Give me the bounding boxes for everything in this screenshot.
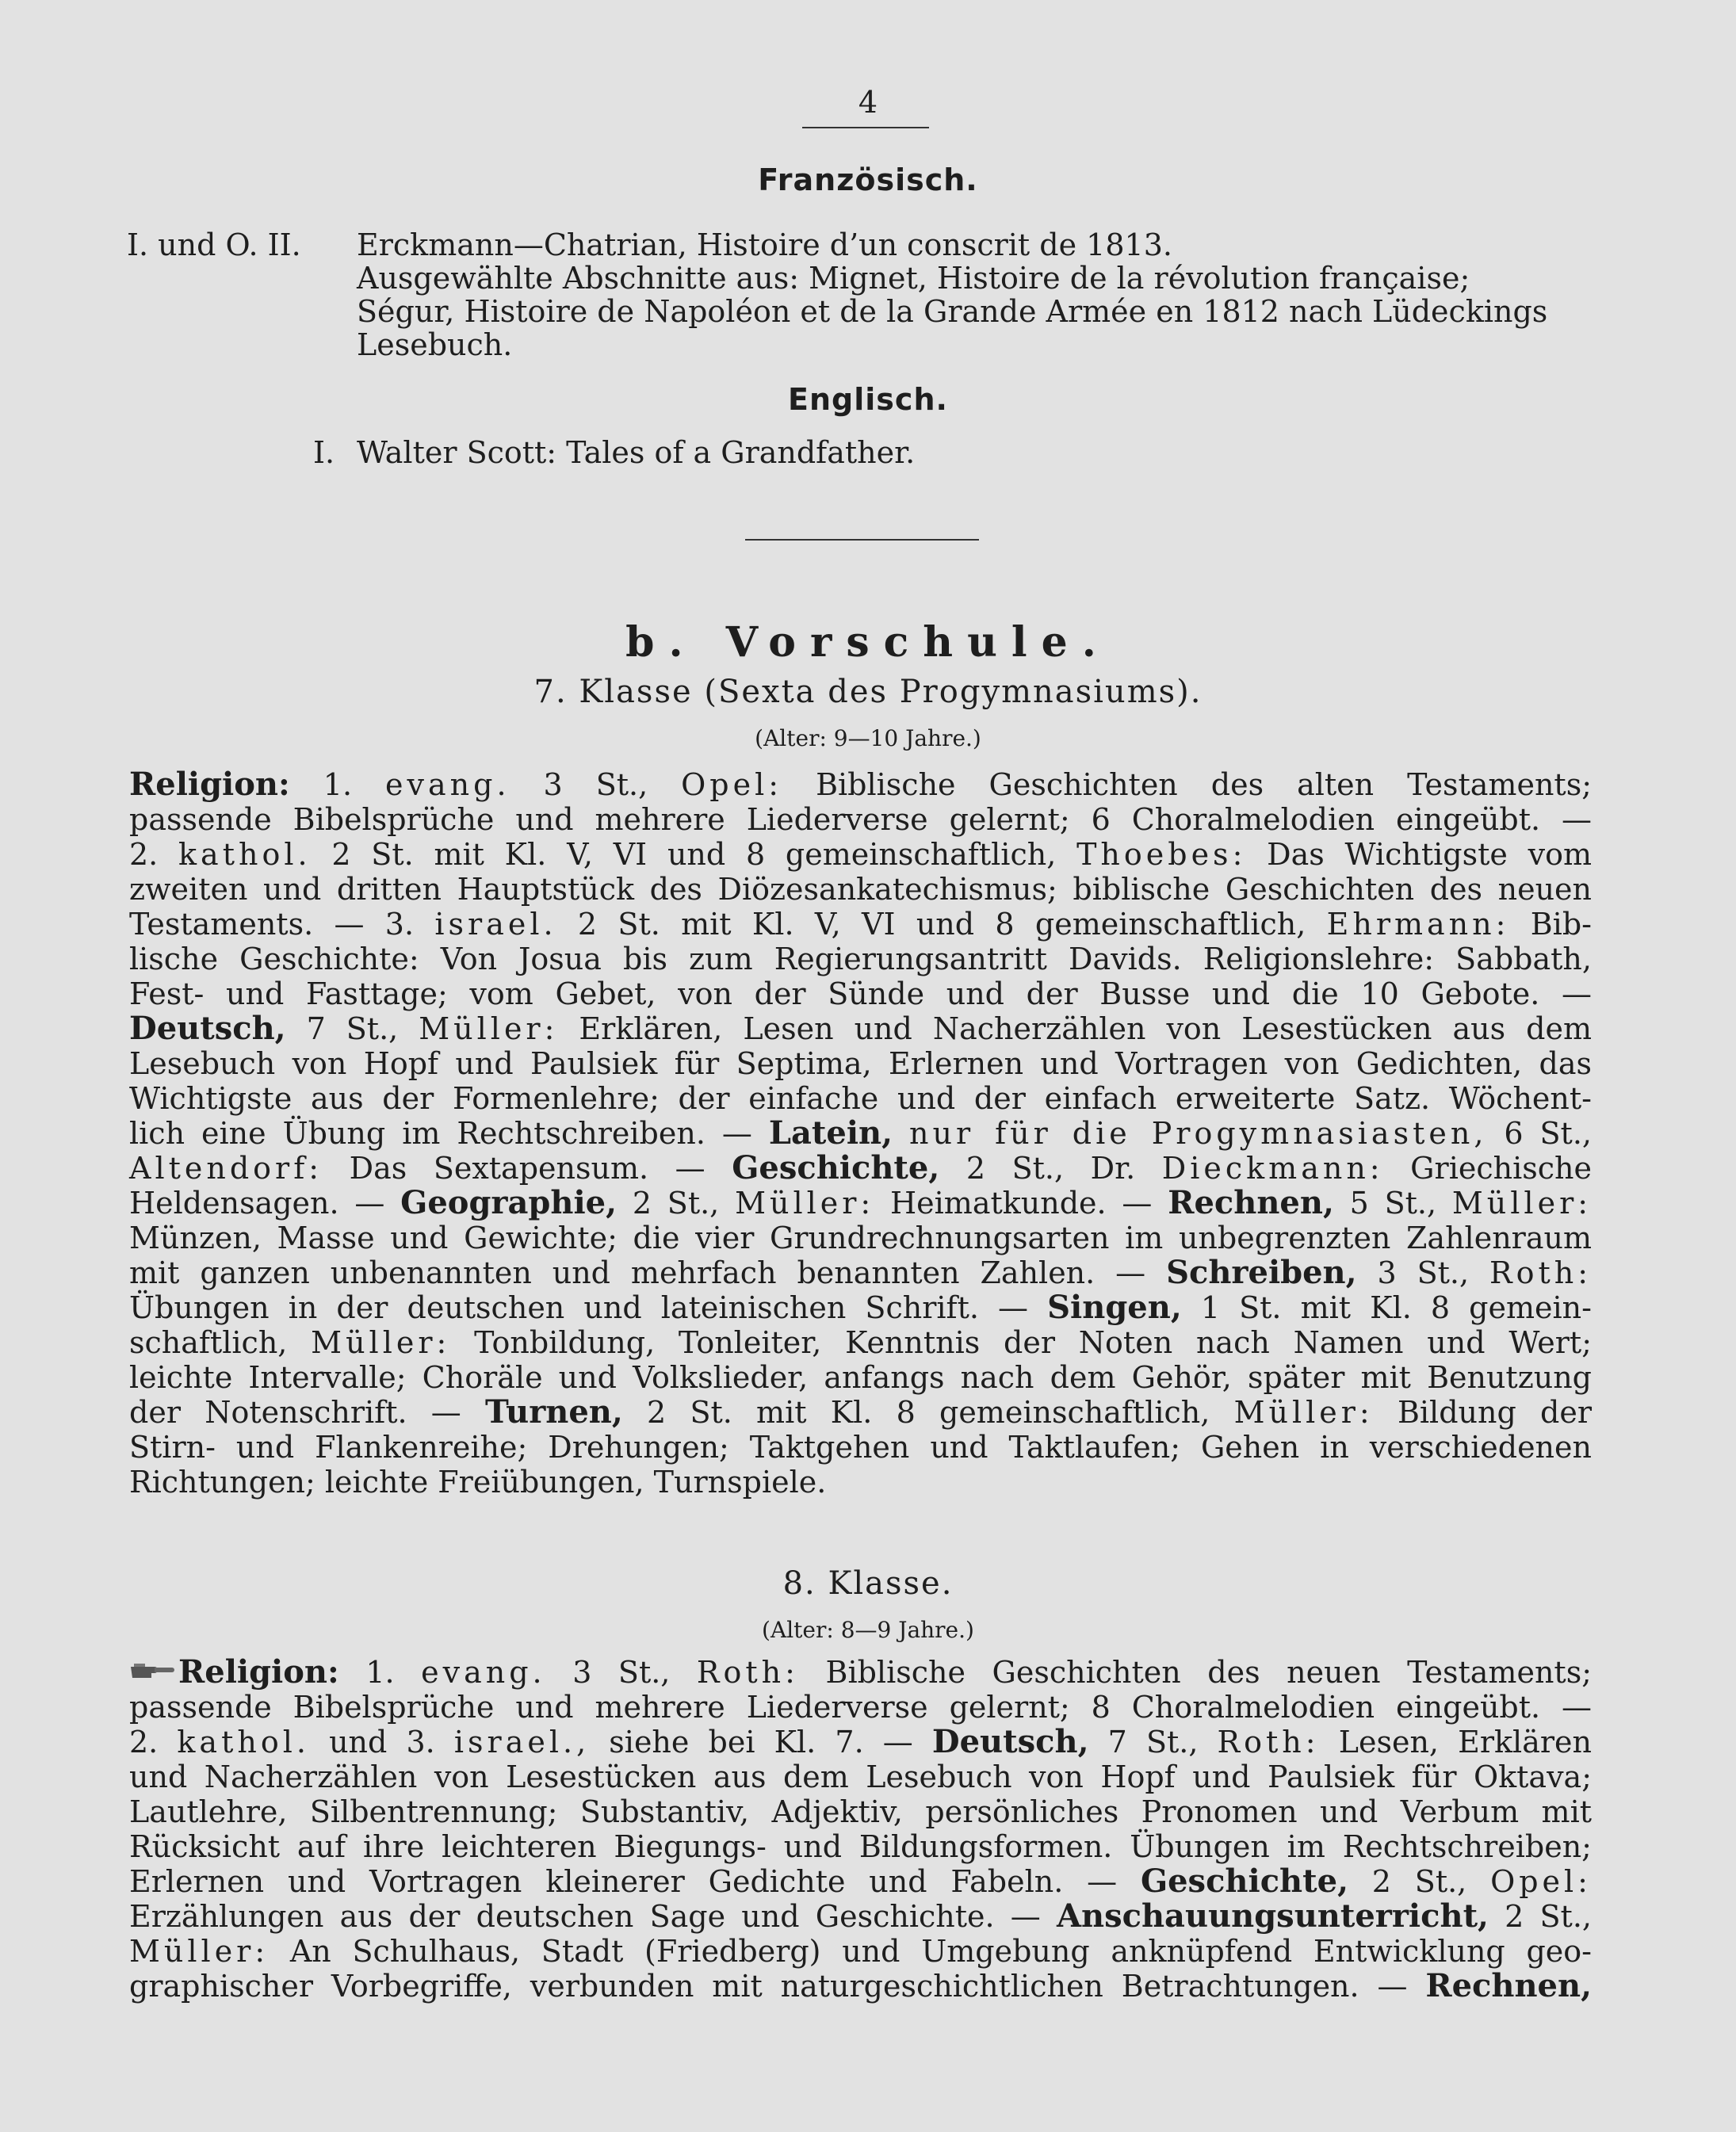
page-number-rule	[802, 127, 929, 128]
text-line: Fest- und Fasttage; vom Gebet, von der Sünde und der Busse und die 10 Gebote. —	[129, 976, 1592, 1011]
text-line: Religion: 1. evang. 3 St., Roth: Biblische Geschichten des neuen Testaments;	[129, 1655, 1592, 1690]
heading-vorschule: b. Vorschule.	[625, 618, 1111, 667]
text-line: Rücksicht auf ihre leichteren Biegungs- und Bildungsformen. Übungen im Rechtschreiben;	[129, 1829, 1592, 1864]
heading-franzoesisch: Französisch.	[758, 162, 978, 197]
text-line: 2. kathol. und 3. israel., siehe bei Kl. 7. — Deutsch, 7 St., Roth: Lesen, Erklären	[129, 1723, 1592, 1760]
franzoesisch-line: Ausgewählte Abschnitte aus: Mignet, Histoire de la révolution française;	[357, 261, 1470, 296]
subject-rechnen: Rechnen,	[1168, 1184, 1334, 1221]
text-line: passende Bibelsprüche und mehrere Liederverse gelernt; 6 Choralmelodien eingeübt. —	[129, 802, 1592, 837]
text-line: Richtungen; leichte Freiübungen, Turnspiele.	[129, 1465, 827, 1500]
text-line: Deutsch, 7 St., Müller: Erklären, Lesen und Nacherzählen von Lesestücken aus dem	[129, 1010, 1592, 1047]
subject-geschichte: Geschichte,	[1140, 1863, 1348, 1900]
text-line: Wichtigste aus der Formenlehre; der einfache und der einfach erweiterte Satz. Wöchent-	[129, 1081, 1592, 1116]
klasse-7-curriculum	[129, 767, 1592, 1500]
text-line: mit ganzen unbenannten und mehrfach benannten Zahlen. — Schreiben, 3 St., Roth:	[129, 1254, 1593, 1291]
alter-klasse-8: (Alter: 8—9 Jahre.)	[762, 1617, 974, 1643]
text-line: und Nacherzählen von Lesestücken aus dem Lesebuch von Hopf und Paulsiek für Oktava;	[129, 1759, 1592, 1794]
text-line: Stirn- und Flankenreihe; Drehungen; Taktgehen und Taktlaufen; Gehen in verschiedenen	[129, 1430, 1592, 1465]
text-line: leichte Intervalle; Choräle und Volkslieder, anfangs nach dem Gehör, später mit Benutzung	[129, 1360, 1592, 1395]
text-line: Lesebuch von Hopf und Paulsiek für Septima, Erlernen und Vortragen von Gedichten, das	[129, 1046, 1592, 1081]
text-line: Münzen, Masse und Gewichte; die vier Grundrechnungsarten im unbegrenzten Zahlenraum	[129, 1221, 1592, 1255]
text-line: schaftlich, Müller: Tonbildung, Tonleiter, Kenntnis der Noten nach Namen und Wert;	[129, 1325, 1593, 1360]
text-line: Testaments. — 3. israel. 2 St. mit Kl. V, VI und 8 gemeinschaftlich, Ehrmann: Bib-	[129, 907, 1593, 942]
subject-deutsch: Deutsch,	[931, 1723, 1089, 1760]
text-line: der Notenschrift. — Turnen, 2 St. mit Kl. 8 gemeinschaftlich, Müller: Bildung der	[129, 1393, 1592, 1431]
franzoesisch-classes: I. und O. II.	[127, 227, 301, 262]
franzoesisch-line: Erckmann—Chatrian, Histoire d’un conscrit de 1813.	[357, 227, 1172, 262]
franzoesisch-readings	[357, 228, 1547, 361]
section-divider	[745, 539, 979, 541]
text-line: Übungen in der deutschen und lateinischen Schrift. — Singen, 1 St. mit Kl. 8 gemein-	[129, 1289, 1592, 1326]
subject-religion: Religion:	[178, 1653, 339, 1691]
franzoesisch-line: Lesebuch.	[357, 327, 513, 362]
heading-englisch: Englisch.	[788, 382, 948, 417]
text-line: Müller: An Schulhaus, Stadt (Friedberg) und Umgebung anknüpfend Entwicklung geo-	[129, 1934, 1592, 1969]
text-line: Altendorf: Das Sextapensum. — Geschichte, 2 St., Dr. Dieckmann: Griechische	[129, 1149, 1592, 1186]
text-line: Erzählungen aus der deutschen Sage und Geschichte. — Anschauungsunterricht, 2 St.,	[129, 1897, 1592, 1935]
text-line: zweiten und dritten Hauptstück des Diözesankatechismus; biblische Geschichten des neuen	[129, 872, 1592, 907]
klasse-8-curriculum	[129, 1655, 1592, 2004]
text-line: passende Bibelsprüche und mehrere Liederverse gelernt; 8 Choralmelodien eingeübt. —	[129, 1690, 1592, 1725]
text-line: lich eine Übung im Rechtschreiben. — Latein, nur für die Progymnasiasten, 6 St.,	[129, 1114, 1592, 1152]
englisch-classes: I.	[313, 435, 335, 470]
text-line: Religion: 1. evang. 3 St., Opel: Biblische Geschichten des alten Testaments;	[129, 766, 1592, 803]
subject-turnen: Turnen,	[485, 1393, 623, 1431]
text-line: Lautlehre, Silbentrennung; Substantiv, Adjektiv, persönliches Pronomen und Verbum mit	[129, 1794, 1592, 1829]
text-line: graphischer Vorbegriffe, verbunden mit naturgeschichtlichen Betrachtungen. — Rechnen,	[129, 1967, 1592, 2004]
alter-klasse-7: (Alter: 9—10 Jahre.)	[755, 725, 981, 751]
text-line: Heldensagen. — Geographie, 2 St., Müller: Heimatkunde. — Rechnen, 5 St., Müller:	[129, 1184, 1593, 1221]
pointing-hand-icon	[129, 1660, 175, 1681]
franzoesisch-line: Ségur, Histoire de Napoléon et de la Grande Armée en 1812 nach Lüdeckings	[357, 294, 1548, 329]
subject-geschichte: Geschichte,	[732, 1149, 940, 1186]
subject-schreiben: Schreiben,	[1166, 1254, 1357, 1291]
text-line: Erlernen und Vortragen kleinerer Gedichte und Fabeln. — Geschichte, 2 St., Opel:	[129, 1863, 1592, 1900]
subject-latein: Latein,	[768, 1114, 893, 1152]
text-line: lische Geschichte: Von Josua bis zum Regierungsantritt Davids. Religionslehre: Sabbath,	[129, 942, 1592, 976]
text-line: 2. kathol. 2 St. mit Kl. V, VI und 8 gemeinschaftlich, Thoebes: Das Wichtigste vom	[129, 837, 1592, 872]
page-number: 4	[858, 85, 878, 120]
subject-religion: Religion:	[129, 766, 290, 803]
subject-deutsch: Deutsch,	[129, 1010, 286, 1047]
subject-rechnen: Rechnen,	[1425, 1967, 1592, 2004]
subject-anschauungsunterricht: Anschauungsunterricht,	[1056, 1897, 1489, 1935]
subject-singen: Singen,	[1047, 1289, 1182, 1326]
heading-klasse-8: 8. Klasse.	[782, 1565, 954, 1602]
englisch-reading: Walter Scott: Tales of a Grandfather.	[357, 435, 916, 470]
subject-geographie: Geographie,	[400, 1184, 618, 1221]
heading-klasse-7: 7. Klasse (Sexta des Progymnasiums).	[533, 674, 1203, 710]
